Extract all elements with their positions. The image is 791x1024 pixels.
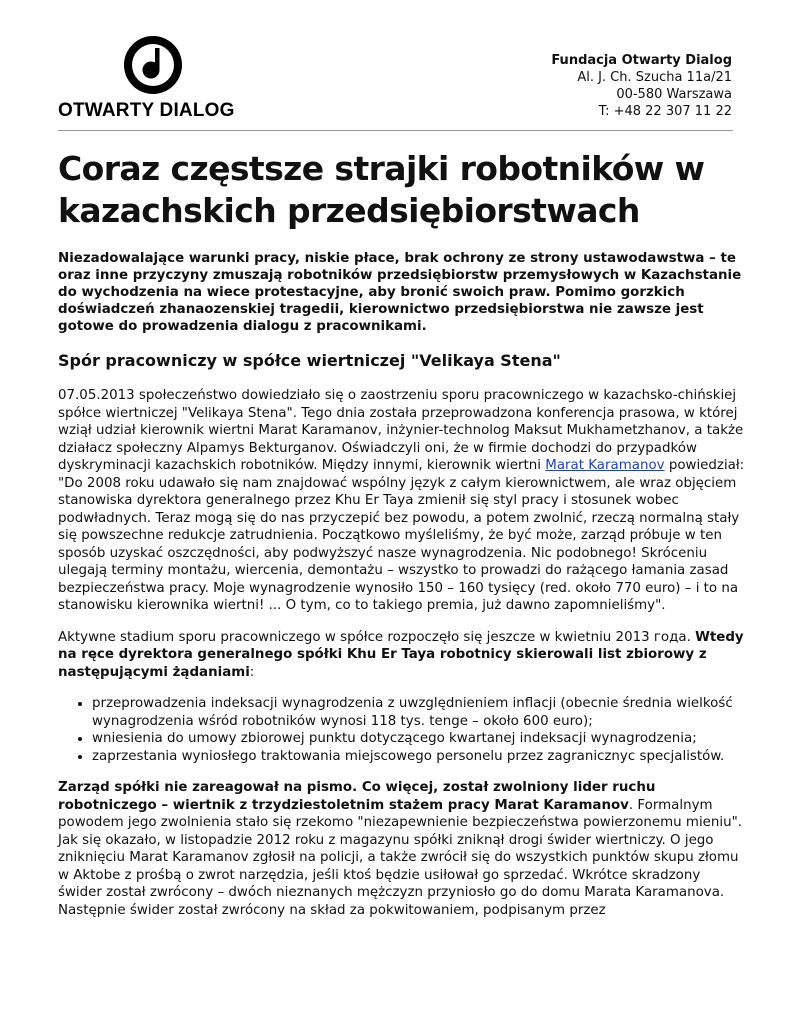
- paragraph-3: [58, 779, 748, 919]
- paragraph-2-end: :: [249, 664, 255, 680]
- paragraph-3-text: . Formalnym powodem jego zwolnienia stało się rzekomo "niezapewnienie bezpieczeństwa powierzonemu mieniu". Jak się okazało, w listopadzie 2012 roku z magazynu spółki zniknął drogi świder wiertniczy. O jego zniknięciu Marat Karamanov zgłosił na policji, a także zwrócił się do wszystkich punktów skupu złomu w Aktobe z prośbą o zwrot narzędzia, jeśli ktoś będzie usiłował go sprzedać. Wkrótce skradzony świder został zwrócony – dwóch nieznanych mężczyzn przyniosło go do domu Marata Karamanova. Następnie świder został zwrócony na skład za pokwitowaniem, podpisanym przez: [58, 797, 743, 918]
- organization-logo: [58, 34, 248, 124]
- paragraph-2-text: Aktywne stadium sporu pracowniczego w spółce rozpoczęło się jeszcze w kwietniu 2013 года.: [58, 629, 696, 645]
- list-item: • przeprowadzenia indeksacji wynagrodzenia z uwzględnieniem inflacji (obecnie średnia wielkość wynagrodzenia wśród robotników wynosi 118 tys. tenge – około 600 euro);: [92, 695, 748, 730]
- paragraph-3-bold: Zarząd spółki nie zareagował na pismo. Co więcej, został zwolniony lider ruchu robotniczego – wiertnik z trzydziestoletnim stażem pracy Marat Karamanov: [58, 780, 656, 813]
- paragraph-1-text-b: powiedział: "Do 2008 roku udawało się nam znajdować wspólny język z całym kierownictwem, ale wraz objęciem stanowiska dyrektora generalnego przez Khu Er Taya zmienił się styl pracy i stosunek wobec podwładnych. Teraz mogą się do nas przyczepić bez powodu, a potem zwolnić, rzeczą normalną stały się powszechne redukcje zatrudnienia. Początkowo myśleliśmy, że być może, zarząd próbuje w ten sposób uzyskać oszczędności, aby podwyższyć nasze wynagrodzenia. Nic podobnego! Skróceniu ulegają terminy montażu, wiercenia, demontażu – wszystko to prowadzi do rażącego łamania zasad bezpieczeństwa pracy. Moje wynagrodzenie wynosiło 150 – 160 tysięcy (red. około 770 euro) – i to na stanowisku kierownika wiertni! ... O tym, co to takiego premia, już dawno zapomnieliśmy".: [58, 458, 745, 613]
- marat-karamanov-link[interactable]: Marat Karamanov: [545, 458, 665, 473]
- paragraph-1: [58, 387, 748, 615]
- address-line: Al. J. Ch. Szucha 11a/21: [577, 70, 732, 85]
- organization-address: [551, 52, 732, 120]
- organization-name: Fundacja Otwarty Dialog: [551, 53, 732, 68]
- paragraph-2: [58, 629, 748, 682]
- address-city: 00-580 Warszawa: [616, 87, 732, 102]
- paragraph-2-bold: Wtedy na ręce dyrektora generalnego spółki Khu Er Taya robotnicy skierowali list zbiorowy z następującymi żądaniami: [58, 629, 744, 680]
- demands-list: [58, 695, 748, 765]
- article-lead: Niezadowalające warunki pracy, niskie płace, brak ochrony ze strony ustawodawstwa – te oraz inne przyczyny zmuszają robotników przedsiębiorstw przemysłowych w Kazachstanie do wychodzenia na wiece protestacyjne, aby bronić swoich praw. Pomimo gorzkich doświadczeń zhanaozenskiej tragedii, kierownictwo przedsiębiorstwa nie zawsze jest gotowe do prowadzenia dialogu z pracownikami.: [58, 251, 742, 334]
- otwarty-dialog-logo-icon: [122, 34, 184, 96]
- header-divider: [58, 130, 733, 131]
- paragraph-1-text-a: 07.05.2013 społeczeństwo dowiedziało się o zaostrzeniu sporu pracowniczego w kazachsko-chińskiej spółce wiertniczej "Velikaya Stena". Tego dnia została przeprowadzona konferencja prasowa, w której wziął udział kierownik wiertni Marat Karamanov, inżynier-technolog Maksut Mukhametzhanov, a także działacz społeczny Alpamys Bekturganov. Oświadczyli oni, że w firmie dochodzi do przypadków dyskryminacji kazachskich robotników. Między innymi, kierownik wiertni: [58, 388, 744, 473]
- section-heading: Spór pracowniczy w spółce wiertniczej "Velikaya Stena": [58, 351, 561, 370]
- logo-text: OTWARTY DIALOG: [58, 100, 235, 121]
- list-item: • zaprzestania wyniosłego traktowania miejscowego personelu przez zagranicznyc specjalistów.: [92, 748, 748, 766]
- article-body: [58, 387, 748, 933]
- article-title: Coraz częstsze strajki robotników w kazachskich przedsiębiorstwach: [58, 149, 705, 230]
- phone-number: T: +48 22 307 11 22: [598, 104, 732, 119]
- list-item: • wniesienia do umowy zbiorowej punktu dotyczącego kwartanej indeksacji wynagrodzenia;: [92, 730, 748, 748]
